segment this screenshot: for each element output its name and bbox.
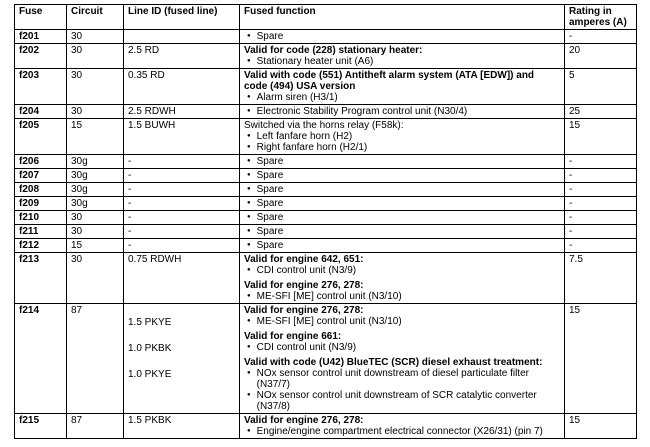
circuit-cell: 15 xyxy=(67,239,124,253)
function-bullet-item xyxy=(244,316,560,327)
line-id-cell xyxy=(124,211,240,225)
line-id-cell xyxy=(124,119,240,155)
function-bullet-item xyxy=(244,184,560,195)
function-bullet-item xyxy=(244,342,560,353)
fuse-allocation-table xyxy=(14,4,637,439)
fuse-cell: f209 xyxy=(15,197,67,211)
rating-cell: - xyxy=(565,30,637,44)
rating-cell: - xyxy=(565,183,637,197)
function-bullet-item xyxy=(244,198,560,209)
table-row xyxy=(15,30,637,44)
function-bullet-item xyxy=(244,156,560,167)
table-row xyxy=(15,414,637,439)
bullet-icon: ● xyxy=(247,392,251,398)
function-bullet-item xyxy=(244,240,560,251)
bullet-icon: ● xyxy=(247,144,251,150)
line-id-value: 1.5 PKBK xyxy=(128,415,172,426)
table-row xyxy=(15,155,637,169)
function-cell xyxy=(240,169,565,183)
function-bullet-text: ME-SFI [ME] control unit (N3/10) xyxy=(256,291,402,302)
function-heading: Valid with code (551) Antitheft alarm system (ATA [EDW]) and code (494) USA version xyxy=(244,70,535,92)
function-cell xyxy=(240,239,565,253)
fuse-cell: f206 xyxy=(15,155,67,169)
line-id-cell xyxy=(124,304,240,414)
circuit-cell: 30 xyxy=(67,44,124,69)
fuse-cell: f203 xyxy=(15,69,67,105)
function-bullet-text: CDI control unit (N3/9) xyxy=(256,342,357,353)
function-heading: Valid for engine 276, 278: xyxy=(244,415,364,426)
function-bullet-text: Spare xyxy=(256,170,284,181)
header-rating: Rating in amperes (A) xyxy=(565,5,637,30)
function-bullet-item xyxy=(244,92,560,103)
function-bullet-text: Engine/engine compartment electrical connector (X26/31) (pin 7) xyxy=(256,426,543,437)
fuse-cell: f213 xyxy=(15,253,67,304)
fuse-cell: f204 xyxy=(15,105,67,119)
rating-cell: - xyxy=(565,211,637,225)
table-row xyxy=(15,105,637,119)
fuse-cell: f207 xyxy=(15,169,67,183)
function-bullet-text: Stationary heater unit (A6) xyxy=(256,56,374,67)
function-bullet-text: CDI control unit (N3/9) xyxy=(256,265,357,276)
function-bullet-item xyxy=(244,131,560,142)
circuit-cell: 30 xyxy=(67,105,124,119)
function-heading: Valid for engine 276, 278: xyxy=(244,305,364,316)
table-row xyxy=(15,183,637,197)
bullet-icon: ● xyxy=(247,186,251,192)
header-fuse: Fuse xyxy=(15,5,67,30)
line-id-value: - xyxy=(128,170,132,181)
function-bullet-text: Left fanfare horn (H2) xyxy=(256,131,353,142)
circuit-cell: 87 xyxy=(67,304,124,414)
function-bullet-item xyxy=(244,212,560,223)
bullet-icon: ● xyxy=(247,108,251,114)
circuit-cell: 30 xyxy=(67,30,124,44)
rating-cell: 5 xyxy=(565,69,637,105)
line-id-value: - xyxy=(128,198,132,209)
function-bullet-item xyxy=(244,265,560,276)
line-id-cell xyxy=(124,225,240,239)
line-id-value: 2.5 RDWH xyxy=(128,106,176,117)
fuse-cell: f215 xyxy=(15,414,67,439)
function-heading: Valid for code (228) stationary heater: xyxy=(244,45,423,56)
table-row xyxy=(15,69,637,105)
function-bullet-item xyxy=(244,56,560,67)
fuse-cell: f214 xyxy=(15,304,67,414)
function-heading: Valid for engine 661: xyxy=(244,331,342,342)
bullet-icon: ● xyxy=(247,94,251,100)
bullet-icon: ● xyxy=(247,370,251,376)
function-cell xyxy=(240,44,565,69)
line-id-cell xyxy=(124,30,240,44)
function-bullet-text: Spare xyxy=(256,226,284,237)
function-bullet-item xyxy=(244,142,560,153)
function-bullet-text: NOx sensor control unit downstream of SCR catalytic converter (N37/8) xyxy=(256,390,537,412)
circuit-cell: 87 xyxy=(67,414,124,439)
function-bullet-text: Right fanfare horn (H2/1) xyxy=(256,142,368,153)
line-id-value: 1.5 BUWH xyxy=(128,120,176,131)
bullet-icon: ● xyxy=(247,133,251,139)
bullet-icon: ● xyxy=(247,200,251,206)
function-heading: Valid for engine 642, 651: xyxy=(244,254,364,265)
line-id-cell xyxy=(124,69,240,105)
circuit-cell: 30g xyxy=(67,197,124,211)
function-bullet-item xyxy=(244,426,560,437)
function-bullet-item xyxy=(244,106,560,117)
function-cell xyxy=(240,155,565,169)
function-bullet-text: Spare xyxy=(256,31,284,42)
function-cell xyxy=(240,197,565,211)
circuit-cell: 30g xyxy=(67,183,124,197)
bullet-icon: ● xyxy=(247,293,251,299)
circuit-cell: 30 xyxy=(67,211,124,225)
circuit-cell: 30 xyxy=(67,69,124,105)
function-cell xyxy=(240,30,565,44)
header-circuit: Circuit xyxy=(67,5,124,30)
line-id-value: 2.5 RD xyxy=(128,45,160,56)
function-bullet-item xyxy=(244,368,560,390)
rating-cell: 15 xyxy=(565,304,637,414)
bullet-icon: ● xyxy=(247,172,251,178)
line-id-value: - xyxy=(128,240,132,251)
bullet-icon: ● xyxy=(247,428,251,434)
function-cell xyxy=(240,105,565,119)
function-bullet-item xyxy=(244,291,560,302)
fuse-cell: f202 xyxy=(15,44,67,69)
rating-cell: - xyxy=(565,197,637,211)
line-id-cell xyxy=(124,44,240,69)
table-row xyxy=(15,169,637,183)
bullet-icon: ● xyxy=(247,58,251,64)
table-body xyxy=(15,30,637,439)
table-row xyxy=(15,304,637,414)
line-id-cell xyxy=(124,169,240,183)
header-line-id: Line ID (fused line) xyxy=(124,5,240,30)
function-bullet-text: Spare xyxy=(256,156,284,167)
rating-cell: 7.5 xyxy=(565,253,637,304)
fuse-cell: f208 xyxy=(15,183,67,197)
function-cell xyxy=(240,183,565,197)
bullet-icon: ● xyxy=(247,242,251,248)
function-bullet-item xyxy=(244,170,560,181)
circuit-cell: 30g xyxy=(67,155,124,169)
fuse-cell: f212 xyxy=(15,239,67,253)
rating-cell: - xyxy=(565,169,637,183)
table-row xyxy=(15,197,637,211)
line-id-value: 1.5 PKYE xyxy=(128,317,172,328)
bullet-icon: ● xyxy=(247,33,251,39)
rating-cell: 25 xyxy=(565,105,637,119)
function-cell xyxy=(240,69,565,105)
line-id-cell xyxy=(124,155,240,169)
bullet-icon: ● xyxy=(247,228,251,234)
function-heading: Valid with code (U42) BlueTEC (SCR) diesel exhaust treatment: xyxy=(244,357,543,368)
rating-cell: - xyxy=(565,225,637,239)
circuit-cell: 30 xyxy=(67,253,124,304)
line-id-cell xyxy=(124,414,240,439)
circuit-cell: 30g xyxy=(67,169,124,183)
fuse-cell: f205 xyxy=(15,119,67,155)
line-id-value: 0.35 RD xyxy=(128,70,165,81)
line-id-cell xyxy=(124,239,240,253)
function-bullet-text: Spare xyxy=(256,184,284,195)
bullet-icon: ● xyxy=(247,214,251,220)
rating-cell: 15 xyxy=(565,414,637,439)
table-row xyxy=(15,239,637,253)
fuse-cell: f210 xyxy=(15,211,67,225)
rating-cell: - xyxy=(565,155,637,169)
table-row xyxy=(15,225,637,239)
line-id-value: - xyxy=(128,226,132,237)
function-heading: Valid for engine 276, 278: xyxy=(244,280,364,291)
circuit-cell: 15 xyxy=(67,119,124,155)
function-cell xyxy=(240,414,565,439)
line-id-cell xyxy=(124,105,240,119)
function-bullet-text: Alarm siren (H3/1) xyxy=(256,92,338,103)
line-id-cell xyxy=(124,197,240,211)
bullet-icon: ● xyxy=(247,344,251,350)
function-bullet-text: Electronic Stability Program control unit (N30/4) xyxy=(256,106,468,117)
function-bullet-item xyxy=(244,226,560,237)
line-id-value: - xyxy=(128,212,132,223)
bullet-icon: ● xyxy=(247,158,251,164)
function-cell xyxy=(240,119,565,155)
function-bullet-text: Spare xyxy=(256,198,284,209)
table-row xyxy=(15,211,637,225)
function-cell xyxy=(240,304,565,414)
line-id-cell xyxy=(124,183,240,197)
line-id-value: 1.0 PKBK xyxy=(128,343,172,354)
fuse-cell: f211 xyxy=(15,225,67,239)
rating-cell: 15 xyxy=(565,119,637,155)
function-cell xyxy=(240,225,565,239)
table-row xyxy=(15,253,637,304)
function-text: Switched via the horns relay (F58k): xyxy=(244,120,404,131)
rating-cell: 20 xyxy=(565,44,637,69)
function-bullet-text: NOx sensor control unit downstream of diesel particulate filter (N37/7) xyxy=(256,368,529,390)
function-cell xyxy=(240,211,565,225)
fuse-cell: f201 xyxy=(15,30,67,44)
bullet-icon: ● xyxy=(247,267,251,273)
circuit-cell: 30 xyxy=(67,225,124,239)
function-bullet-text: ME-SFI [ME] control unit (N3/10) xyxy=(256,316,402,327)
line-id-cell xyxy=(124,253,240,304)
function-bullet-text: Spare xyxy=(256,212,284,223)
function-bullet-item xyxy=(244,31,560,42)
table-row xyxy=(15,44,637,69)
line-id-value: 1.0 PKYE xyxy=(128,369,172,380)
function-cell xyxy=(240,253,565,304)
function-bullet-text: Spare xyxy=(256,240,284,251)
line-id-value: 0.75 RDWH xyxy=(128,254,182,265)
bullet-icon: ● xyxy=(247,318,251,324)
header-row xyxy=(15,5,637,30)
line-id-value: - xyxy=(128,184,132,195)
rating-cell: - xyxy=(565,239,637,253)
table-row xyxy=(15,119,637,155)
header-fused-function: Fused function xyxy=(240,5,565,30)
line-id-value: - xyxy=(128,156,132,167)
